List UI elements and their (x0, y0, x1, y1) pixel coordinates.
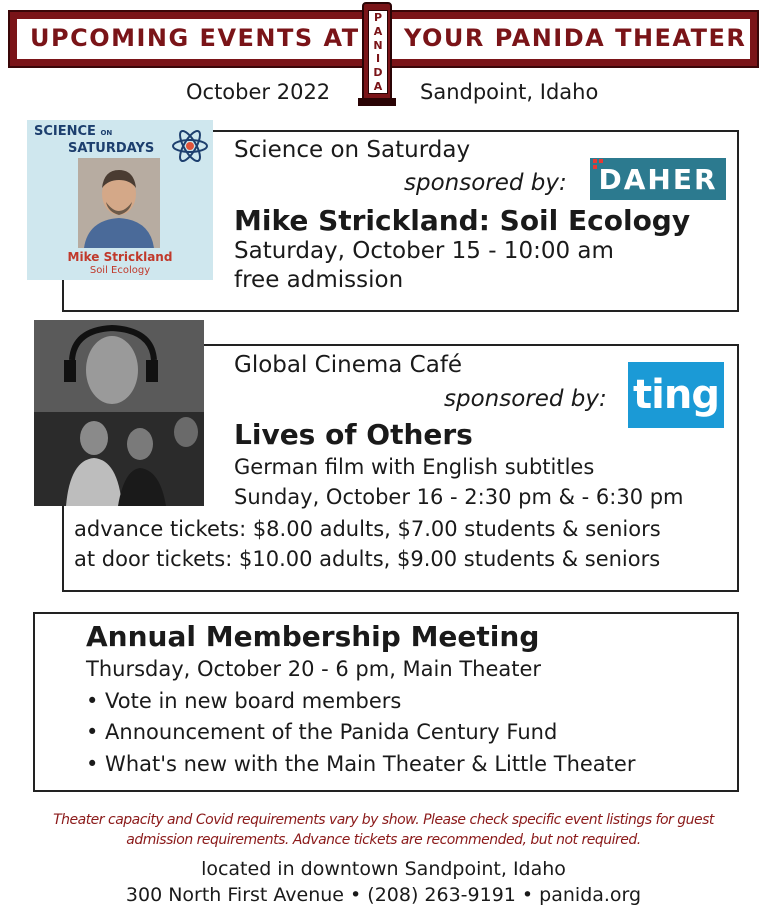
membership-bullet-item: • Announcement of the Panida Century Fund (86, 720, 558, 744)
marquee-letter: N (373, 38, 383, 52)
header-right-text: YOUR PANIDA THEATER (404, 24, 747, 52)
marquee-letter: A (373, 79, 383, 93)
event-cinema-subtitle: German film with English subtitles (234, 455, 595, 479)
ting-logo-text: ting (633, 372, 719, 418)
footer-location: located in downtown Sandpoint, Idaho (201, 858, 566, 880)
speaker-photo (78, 158, 160, 248)
marquee-letter: I (375, 52, 381, 66)
event-science-series: Science on Saturday (234, 137, 471, 163)
footer-contact: 300 North First Avenue • (208) 263-9191 • panida.org (125, 884, 642, 906)
membership-bullet-item: • Vote in new board members (86, 689, 402, 713)
marquee-letter: P (373, 11, 383, 25)
event-cinema-advance-tickets: advance tickets: $8.00 adults, $7.00 students & seniors (74, 517, 661, 541)
header-location: Sandpoint, Idaho (420, 80, 599, 104)
event-cinema-sponsored-by: sponsored by: (444, 386, 607, 412)
film-still-collage (34, 320, 204, 506)
header-date: October 2022 (186, 80, 331, 104)
event-cinema-door-tickets: at door tickets: $10.00 adults, $9.00 students & seniors (74, 547, 661, 571)
atom-icon (170, 126, 210, 166)
marquee-letter: D (373, 65, 383, 79)
covid-notice-line2: admission requirements. Advance tickets are recommended, but not required. (126, 832, 641, 848)
event-cinema-title: Lives of Others (234, 418, 473, 451)
speaker-name-caption: Mike Strickland (67, 250, 173, 264)
event-cinema-datetime: Sunday, October 16 - 2:30 pm & - 6:30 pm (234, 485, 684, 509)
science-title-on: ON (100, 129, 113, 137)
membership-bullet-item: • What's new with the Main Theater & Little Theater (86, 752, 636, 776)
science-thumbnail-title (34, 124, 154, 156)
covid-notice-line1: Theater capacity and Covid requirements vary by show. Please check specific event listings for guest (53, 812, 714, 828)
header-left-text: UPCOMING EVENTS AT (30, 24, 360, 52)
event-science-title: Mike Strickland: Soil Ecology (234, 204, 691, 237)
science-title-saturdays: SATURDAYS (68, 141, 155, 156)
marquee-letters (368, 10, 388, 94)
daher-logo-text: DAHER (598, 162, 718, 196)
marquee-letter: A (373, 24, 383, 38)
daher-logo (590, 158, 726, 200)
event-science-admission: free admission (234, 267, 404, 293)
event-science-sponsored-by: sponsored by: (404, 170, 567, 196)
event-science-datetime: Saturday, October 15 - 10:00 am (234, 238, 614, 264)
science-title-word: SCIENCE (34, 124, 96, 139)
event-membership-datetime: Thursday, October 20 - 6 pm, Main Theater (86, 657, 542, 681)
marquee-base (358, 98, 396, 106)
ting-logo (628, 362, 724, 428)
daher-dots-icon (592, 158, 604, 170)
event-cinema-series: Global Cinema Café (234, 352, 463, 378)
event-membership-title: Annual Membership Meeting (86, 620, 540, 653)
speaker-topic-caption: Soil Ecology (89, 265, 151, 276)
